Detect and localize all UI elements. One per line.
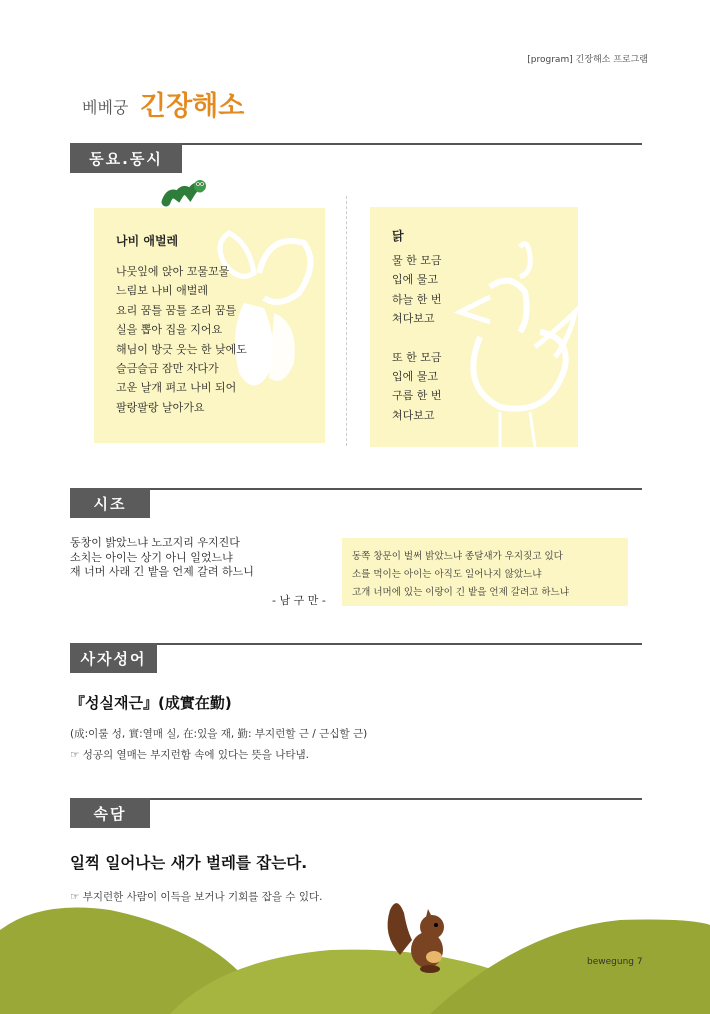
poem-body <box>116 262 247 417</box>
poem-title: 나비 애벌레 <box>116 234 179 248</box>
sijo-line: 동창이 밝았느냐 노고지리 우지진다 <box>70 536 240 549</box>
proverb-title: 일찍 일어나는 새가 벌레를 잡는다. <box>70 854 308 872</box>
sijo-line: 소치는 아이는 상기 아니 일었느냐 <box>70 550 233 564</box>
idiom-explanation: (成:이룰 성, 實:열매 실, 在:있을 재, 勤: 부지런할 근 / 근십할 근) <box>70 728 368 740</box>
poem-line: 쳐다보고 <box>392 408 435 422</box>
sijo-modern-panel <box>342 538 628 606</box>
poem-line: 고운 날개 펴고 나비 되어 <box>116 381 237 395</box>
poem-line: 물 한 모금 <box>392 254 442 267</box>
caterpillar-illustration <box>160 176 208 210</box>
page-subtitle: 베베궁 <box>82 98 129 117</box>
section-tab-song <box>70 143 182 173</box>
poem-line: 팔랑팔랑 날아가요 <box>116 400 205 414</box>
sijo-text <box>70 536 254 580</box>
poem-line: 또 한 모금 <box>392 350 442 364</box>
proverb-meaning: ☞ 부지런한 사람이 이득을 보거나 기회를 잡을 수 있다. <box>70 891 323 903</box>
program-tag: [program] 긴장해소 프로그램 <box>527 55 648 65</box>
poem-body <box>392 251 442 425</box>
poem-line: 구름 한 번 <box>392 389 442 403</box>
poem-line: 하늘 한 번 <box>392 292 442 306</box>
sijo-line: 재 너머 사래 긴 밭을 언제 갈려 하느니 <box>70 565 254 579</box>
stanza-gap <box>392 329 442 348</box>
section-tab-proverb <box>70 798 150 828</box>
poem-panel-chicken <box>370 207 578 447</box>
idiom-title: 『성실재근』(成實在勤) <box>70 694 232 712</box>
poem-line: 실을 뽑아 집을 지어요 <box>116 323 223 337</box>
modern-line: 소를 먹이는 아이는 아직도 일어나지 않았느냐 <box>352 569 542 580</box>
modern-line: 동쪽 창문이 벌써 밝았느냐 종달새가 우지짖고 있다 <box>352 551 563 562</box>
poem-title: 닭 <box>392 229 404 243</box>
poem-line: 요리 꿈틀 꿈틀 조리 꿈틀 <box>116 303 237 317</box>
section-tab-idiom <box>70 643 157 673</box>
poem-line: 입에 물고 <box>392 370 439 384</box>
poem-line: 쳐다보고 <box>392 312 435 326</box>
hills-illustration <box>0 880 710 1014</box>
squirrel-illustration <box>382 895 452 975</box>
sijo-author: - 남 구 만 - <box>272 594 326 607</box>
section-label: 시조 <box>93 494 127 513</box>
poem-line: 나뭇잎에 앉아 꼬물꼬물 <box>116 265 230 278</box>
section-label: 속담 <box>93 804 127 823</box>
section-label: 동요.동시 <box>89 149 163 168</box>
section-divider <box>70 488 642 490</box>
poem-line: 슬금슬금 잠만 자다가 <box>116 362 219 376</box>
page-title: 긴장해소 <box>140 91 245 122</box>
column-separator <box>346 196 347 446</box>
modern-line: 고개 너머에 있는 이랑이 긴 밭을 언제 갈려고 하느냐 <box>352 587 569 598</box>
chicken-illustration <box>450 237 578 447</box>
idiom-meaning: ☞ 성공의 열매는 부지런함 속에 있다는 뜻을 나타냄. <box>70 749 309 761</box>
page-number: bewegung 7 <box>587 957 643 967</box>
section-tab-sijo <box>70 488 150 518</box>
poem-panel-butterfly <box>94 208 325 443</box>
section-label: 사자성어 <box>80 649 147 668</box>
poem-line: 느림보 나비 애벌레 <box>116 284 209 298</box>
poem-line: 해님이 방긋 웃는 한 낮에도 <box>116 342 247 356</box>
section-divider <box>70 798 642 800</box>
poem-line: 입에 물고 <box>392 273 439 287</box>
